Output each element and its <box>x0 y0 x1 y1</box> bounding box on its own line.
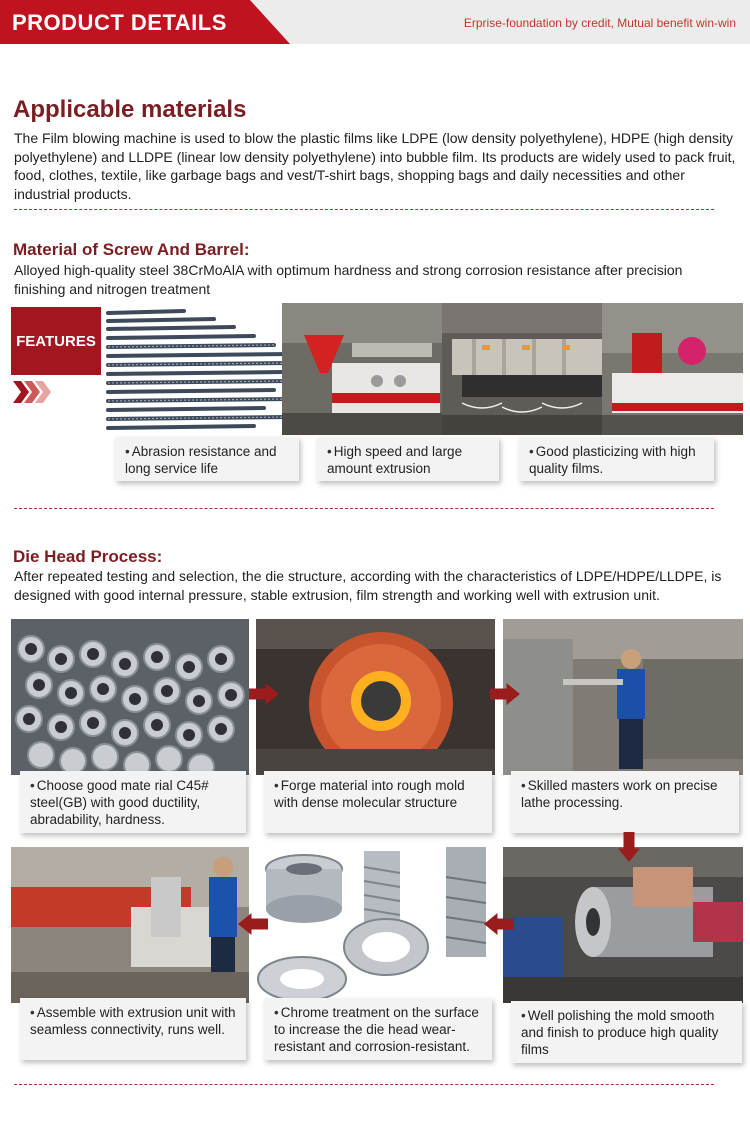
feature-caption: • High speed and large amount extrusion <box>317 437 499 481</box>
bullet-icon: • <box>521 778 526 793</box>
feature-caption: • Abrasion resistance and long service life <box>115 437 299 481</box>
header-slogan: Erprise-foundation by credit, Mutual benefit win-win <box>463 16 736 30</box>
divider <box>14 508 714 509</box>
process-step-caption: • Skilled masters work on precise lathe processing. <box>511 771 739 833</box>
features-label: FEATURES <box>11 307 101 375</box>
bullet-icon: • <box>274 778 279 793</box>
applicable-materials-text: The Film blowing machine is used to blow the plastic films like LDPE (low density polyethylene), HDPE (high density polyethylene) and LLDPE (linear low density polyethylene) into bubble film. Its products are widely used to pack fruit, food, clothes, textile, like garbage bags and vest/T-shirt bags, shopping bags and daily necessities and other industrial products. <box>14 130 736 202</box>
process-step-caption: • Forge material into rough mold with dense molecular structure <box>264 771 492 833</box>
assembly-worker-photo <box>11 847 249 1003</box>
bullet-icon: • <box>274 1005 279 1020</box>
bullet-icon: • <box>521 1008 526 1023</box>
die-head-heading: Die Head Process: <box>13 547 163 566</box>
die-head-text: After repeated testing and selection, the die structure, according with the characteristics of LDPE/HDPE/LLDPE, is designed with good internal pressure, stable extrusion, film strength and working well with extrusion unit. <box>14 568 722 603</box>
chrome-parts-photo <box>256 847 495 1003</box>
lathe-worker-photo <box>503 619 743 775</box>
divider <box>14 209 714 210</box>
page-title: PRODUCT DETAILS <box>12 10 227 35</box>
screws-photo <box>104 303 294 435</box>
polishing-photo <box>503 847 743 1003</box>
bullet-icon: • <box>529 444 534 459</box>
process-step-caption: • Chrome treatment on the surface to increase the die head wear-resistant and corrosion-resistant. <box>264 998 492 1060</box>
bullet-icon: • <box>125 444 130 459</box>
bullet-icon: • <box>30 778 35 793</box>
process-step-caption: • Assemble with extrusion unit with seamless connectivity, runs well. <box>20 998 246 1060</box>
forging-photo <box>256 619 495 775</box>
screw-barrel-text: Alloyed high-quality steel 38CrMoAlA with optimum hardness and strong corrosion resistance after precision finishing and nitrogen treatment <box>14 262 683 297</box>
divider <box>14 1084 714 1085</box>
steel-pipes-photo <box>11 619 249 775</box>
machine-frame-photo <box>602 303 743 435</box>
barrel-heaters-photo <box>442 303 602 435</box>
process-step-caption: • Choose good mate rial C45# steel(GB) with good ductility, abradability, hardness. <box>20 771 246 833</box>
feature-caption: • Good plasticizing with high quality films. <box>519 437 714 481</box>
applicable-materials-heading: Applicable materials <box>13 96 247 123</box>
extruder-photo <box>282 303 442 435</box>
bullet-icon: • <box>327 444 332 459</box>
bullet-icon: • <box>30 1005 35 1020</box>
process-step-caption: • Well polishing the mold smooth and finish to produce high quality films <box>511 1001 742 1063</box>
screw-barrel-heading: Material of Screw And Barrel: <box>13 240 250 259</box>
